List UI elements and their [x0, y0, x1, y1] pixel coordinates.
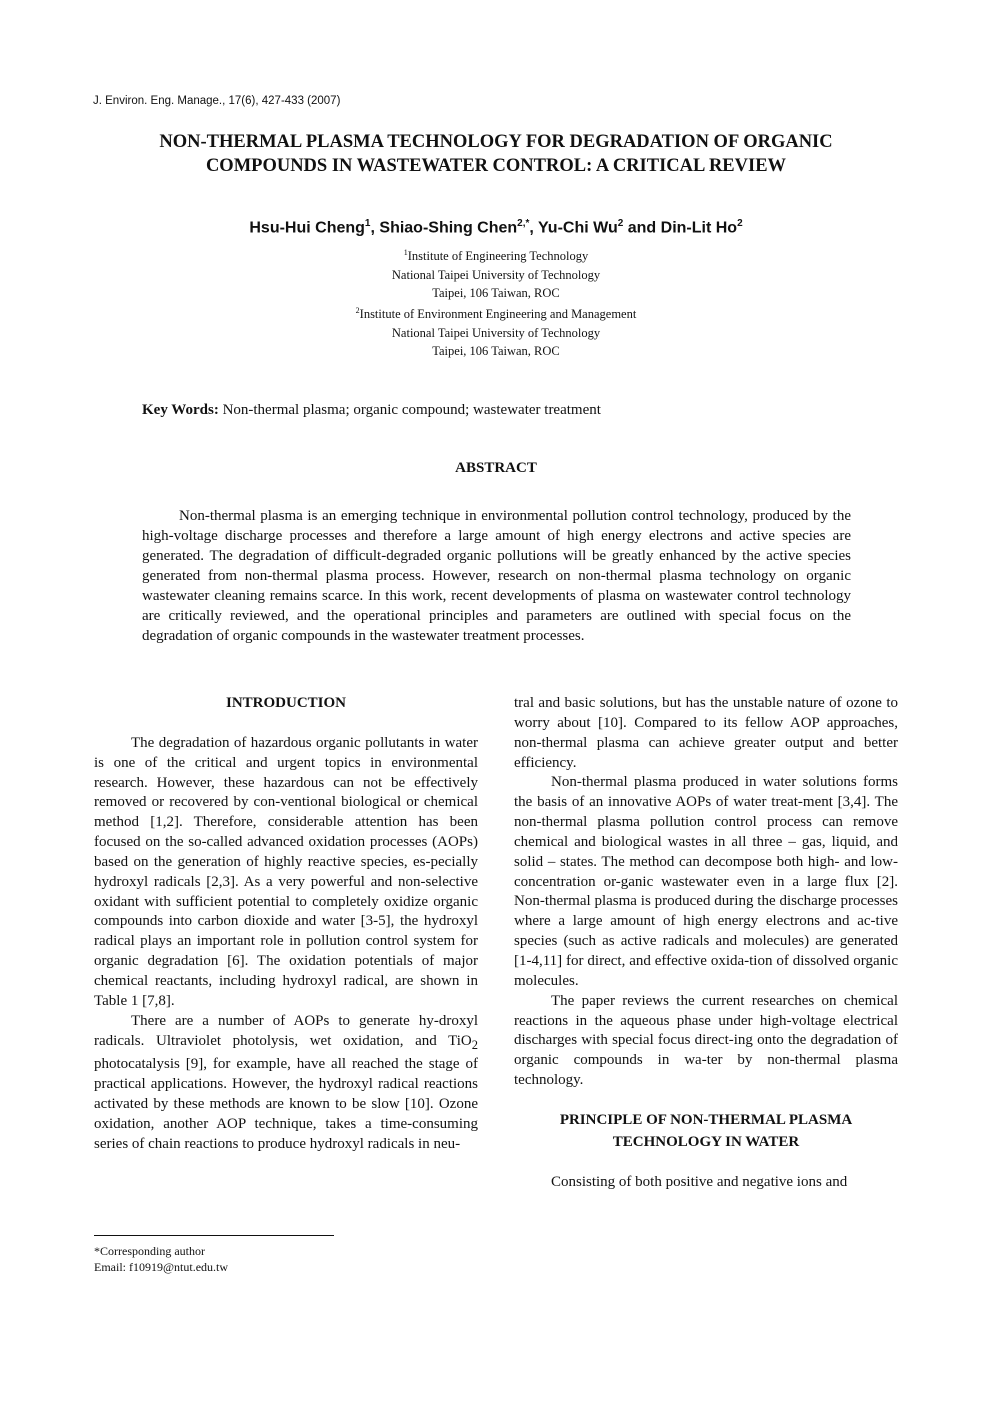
- right-column: [514, 694, 898, 1193]
- right-paragraph-4: Consisting of both positive and negative ions and: [551, 1173, 848, 1190]
- keywords-text: Non-thermal plasma; organic compound; wastewater treatment: [222, 402, 601, 418]
- affiliation-line: [60, 302, 932, 324]
- intro-paragraph-2-part-a: There are a number of AOPs to generate hy-droxyl radicals. Ultraviolet photolysis, wet oxidation, and TiO: [94, 1012, 478, 1049]
- affiliation-line: Taipei, 106 Taiwan, ROC: [432, 344, 560, 359]
- affiliation-sup: 1: [403, 248, 408, 257]
- footnote-divider: [94, 1235, 334, 1236]
- footnote: [94, 1243, 228, 1275]
- affiliation-line: Taipei, 106 Taiwan, ROC: [432, 285, 560, 300]
- intro-paragraph-2: [94, 1012, 478, 1155]
- affiliation-text: Institute of Environment Engineering and Management: [359, 307, 637, 322]
- title-line-2: COMPOUNDS IN WASTEWATER CONTROL: A CRITICAL REVIEW: [205, 156, 787, 176]
- right-paragraph-1: tral and basic solutions, but has the unstable nature of ozone to worry about [10]. Compared to its fellow AOP approaches, non-thermal plasma can achieve greater output and better efficiency.: [514, 695, 898, 771]
- right-paragraph-3: The paper reviews the current researches on chemical reactions in the aqueous phase under high-voltage electrical discharges with special focus direct-ing onto the degradation of organic compounds in wa-ter by non-thermal plasma technology.: [514, 992, 898, 1089]
- title-line-1: NON-THERMAL PLASMA TECHNOLOGY FOR DEGRADATION OF ORGANIC: [159, 132, 833, 152]
- author-sup: 2: [737, 218, 743, 229]
- footnote-email: Email: f10919@ntut.edu.tw: [94, 1260, 229, 1274]
- author-sup: 1: [364, 218, 371, 229]
- author-name: Hsu-Hui Cheng: [249, 219, 365, 237]
- affiliations: [60, 244, 932, 361]
- principle-heading-line-2: TECHNOLOGY IN WATER: [612, 1133, 800, 1150]
- author-sep: ,: [370, 219, 375, 237]
- introduction-heading: INTRODUCTION: [225, 695, 346, 711]
- author-name: Shiao-Shing Chen: [379, 219, 518, 237]
- affiliation-line: [60, 244, 932, 266]
- right-paragraph-2: Non-thermal plasma produced in water solutions forms the basis of an innovative AOPs of water treat-ment [3,4]. The non-thermal plasma pollution control process can remove chemical and biological wastes in all three – gas, liquid, and solid – states. The method can decompose both high- and low-concentration or-ganic wastewater even in a large flux [2]. Non-thermal plasma is produced during the discharge processes where a large amount of high energy electrons and ac-tive species (such as active radicals and molecules) are generated [1-4,11] for direct, and effective oxida-tion of dissolved organic molecules.: [514, 774, 898, 989]
- affiliation-sup: 2: [355, 306, 360, 316]
- author-name: Din-Lit Ho: [660, 219, 738, 237]
- paper-title: [60, 130, 932, 178]
- author-conjunction: and: [627, 219, 657, 237]
- principle-heading: [514, 1109, 898, 1153]
- keywords-label: Key Words:: [142, 402, 219, 418]
- journal-citation: J. Environ. Eng. Manage., 17(6), 427-433 (2007): [93, 95, 341, 107]
- author-sep: ,: [529, 219, 534, 237]
- author-sup: 2: [617, 218, 624, 229]
- author-name: Yu-Chi Wu: [538, 219, 618, 237]
- intro-paragraph-2-part-b: photocatalysis [9], for example, have all reached the stage of practical applications. However, the hydroxyl radical reactions activated by these methods are known to be slow [10]. Ozone oxidation, another AOP technique, takes a time-consuming series of chain reactions to produce hydroxyl radicals in neu-: [94, 1056, 478, 1152]
- abstract-heading: ABSTRACT: [455, 460, 537, 476]
- abstract-text: Non-thermal plasma is an emerging technique in environmental pollution control technology, produced by the high-voltage discharge processes and therefore a large amount of high energy electrons and active species are generated. The degradation of difficult-degraded organic pollutions will be greatly enhanced by the active species generated from non-thermal plasma process. However, research on non-thermal plasma technology on organic wastewater cleaning remains scarce. In this work, recent developments of plasma on wastewater control technology are critically reviewed, and the operational principles and parameters are outlined with special focus on the degradation of organic compounds in the wastewater treatment processes.: [142, 508, 851, 644]
- footnote-corresponding: *Corresponding author: [94, 1244, 205, 1258]
- principle-heading-line-1: PRINCIPLE OF NON-THERMAL PLASMA: [559, 1111, 853, 1128]
- author-sup: 2,*: [517, 218, 530, 229]
- intro-paragraph-1: The degradation of hazardous organic pollutants in water is one of the critical and urgent topics in environmental research. However, these hazardous can not be effectively removed or recovered by con-ventional biological or chemical method [1,2]. Therefore, considerable attention has been focused on the so-called advanced oxidation processes (AOPs) based on the generation of highly reactive species, es-pecially hydroxyl radicals [2,3]. As a very powerful and non-selective oxidant with sufficient potential to completely oxidize organic compounds into carbon dioxide and water [3-5], the hydroxyl radical plays an important role in pollution control system for organic degradation [6]. The oxidation potentials of major chemical reactants, including hydroxyl radical, are shown in Table 1 [7,8].: [94, 734, 478, 1009]
- affiliation-line: National Taipei University of Technology: [391, 267, 601, 282]
- affiliation-line: National Taipei University of Technology: [391, 325, 601, 340]
- left-column: [94, 694, 478, 1155]
- tio2-subscript: 2: [471, 1037, 478, 1052]
- author-list: [60, 218, 932, 237]
- keywords: [142, 402, 601, 419]
- affiliation-text: Institute of Engineering Technology: [407, 249, 589, 264]
